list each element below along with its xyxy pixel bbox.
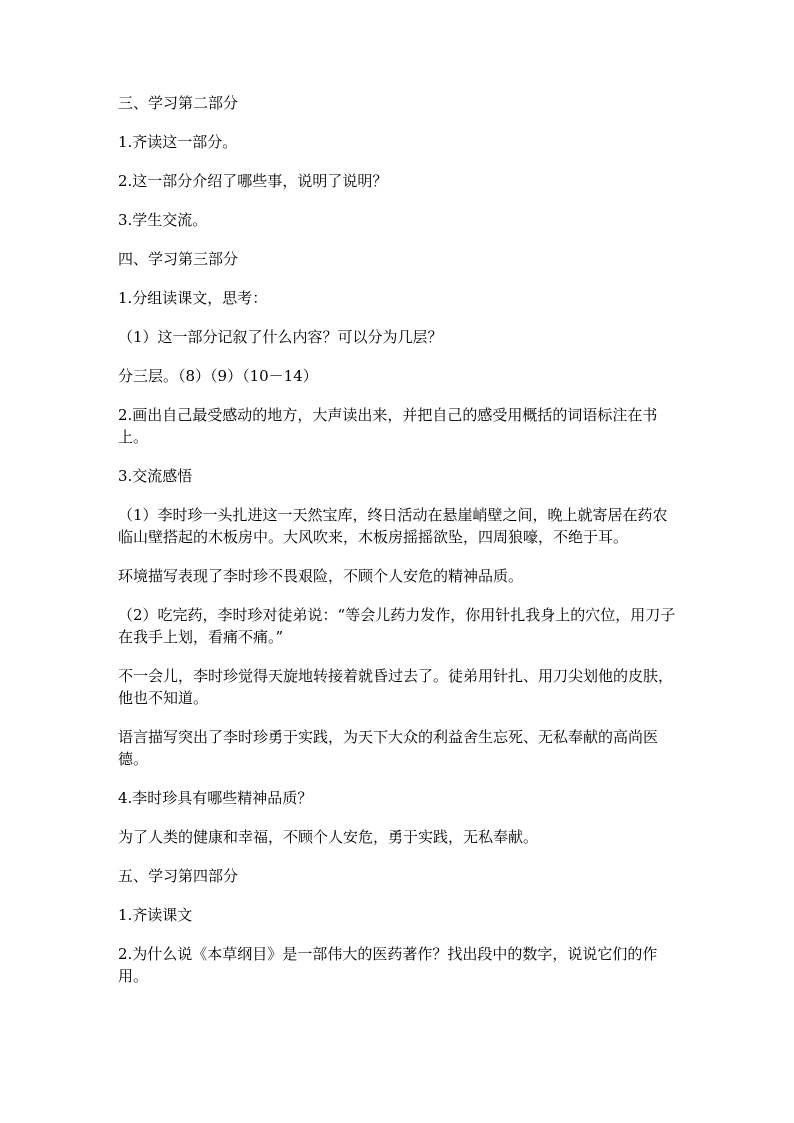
question-content-layers: （1）这一部分记叙了什么内容？可以分为几层？ (118, 328, 443, 346)
step-read-text: 1.齐读课文 (118, 906, 193, 924)
section-heading-part-three: 四、学习第三部分 (118, 250, 239, 268)
answer-qualities: 为了人类的健康和幸福，不顾个人安危，勇于实践，无私奉献。 (118, 828, 539, 846)
section-heading-part-four: 五、学习第四部分 (118, 867, 239, 885)
analysis-environment: 环境描写表现了李时珍不畏艰险，不顾个人安危的精神品质。 (118, 567, 524, 585)
step-mark-moving-parts: 2.画出自己最受感动的地方，大声读出来，并把自己的感受用概括的词语标注在书上。 (118, 406, 658, 446)
question-great-work: 2.为什么说《本草纲目》是一部伟大的医药著作？找出段中的数字，说说它们的作用。 (118, 945, 658, 985)
step-read-together: 1.齐读这一部分。 (118, 133, 238, 151)
analysis-language: 语言描写突出了李时珍勇于实践，为天下大众的利益舍生忘死、无私奉献的高尚医德。 (118, 728, 659, 768)
question-qualities: 4.李时珍具有哪些精神品质？ (118, 789, 313, 807)
document-body (118, 92, 678, 1004)
step-share-insights: 3.交流感悟 (118, 467, 193, 485)
excerpt-wooden-hut: （1）李时珍一头扎进这一天然宝库，终日活动在悬崖峭壁之间，晚上就寄居在药农临山壁搭起的木板房中。大风吹来，木板房摇摇欲坠，四周狼嚎，不绝于耳。 (118, 506, 668, 546)
section-heading-part-two: 三、学习第二部分 (118, 94, 239, 112)
excerpt-fainting: 不一会儿，李时珍觉得天旋地转接着就昏过去了。徒弟用针扎、用刀尖划他的皮肤，他也不知道。 (118, 667, 674, 707)
question-events: 2.这一部分介绍了哪些事，说明了说明？ (118, 172, 388, 190)
excerpt-medicine-test: （2）吃完药，李时珍对徒弟说：“等会儿药力发作，你用针扎我身上的穴位，用刀子在我手上划，看痛不痛。” (118, 606, 676, 646)
answer-three-layers: 分三层。（8）（9）（10－14） (118, 367, 318, 385)
step-students-discuss: 3.学生交流。 (118, 211, 208, 229)
step-group-reading: 1.分组读课文，思考： (118, 289, 268, 307)
